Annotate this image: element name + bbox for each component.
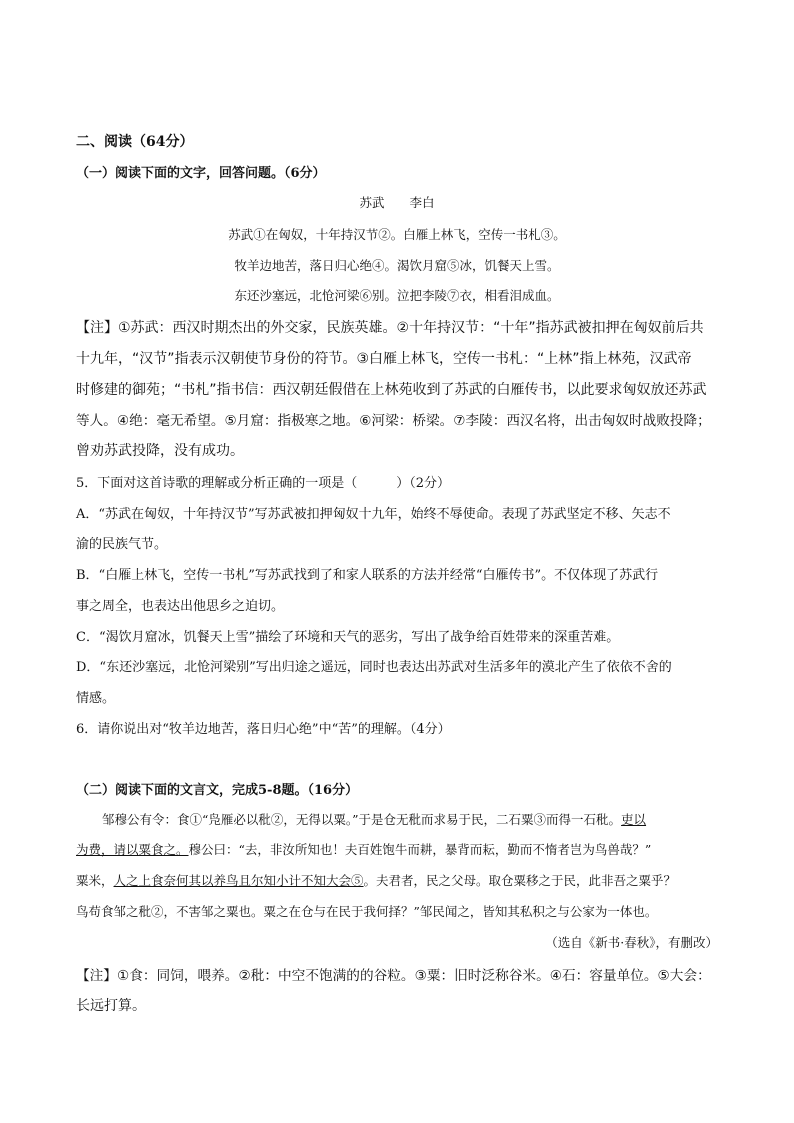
passage-source: （选自《新书·春秋》，有删改）: [545, 935, 718, 950]
part2-heading: （二）阅读下面的文言文，完成5-8题。（16分）: [76, 783, 359, 798]
q5-option-b-cont: 事之周全，也表达出他思乡之迫切。: [76, 599, 285, 614]
note-line: 【注】①食：同饲，喂养。②秕：中空不饱满的的谷粒。③粟：旧时泛称谷米。④石：容量单位。⑤大会：: [76, 968, 711, 984]
note-line: 【注】①苏武：西汉时期杰出的外交家，民族英雄。②十年持汉节：“十年”指苏武被扣押在匈奴前后共: [76, 320, 704, 336]
underlined-sentence: 为费，请以粟食之。: [76, 842, 189, 857]
poem-line-2: 牧羊边地苦，落日归心绝④。渴饮月窟⑤冰，饥餐天上雪。: [234, 258, 560, 273]
poem-line-1: 苏武①在匈奴，十年持汉节②。白雁上林飞，空传一书札③。: [228, 227, 566, 242]
underlined-sentence: 吏以: [621, 812, 647, 827]
q5-option-d: D．“东还沙塞远，北怆河梁别”写出归途之遥远，同时也表达出苏武对生活多年的漠北产生了依依不舍的: [76, 660, 672, 675]
passage-line-2: [76, 840, 651, 858]
note-line: 十九年，“汉节”指表示汉朝使节身份的符节。③白雁上林飞，空传一书札：“上林”指上林苑，汉武帝: [76, 351, 692, 367]
passage-text: 。夫君者，民之父母。取仓粟移之于民，此非吾之粟乎？: [363, 873, 677, 888]
q5-option-d-cont: 情感。: [76, 691, 116, 706]
poem-line-3: 东还沙塞远，北怆河梁⑥别。泣把李陵⑦衣，相看泪成血。: [234, 288, 560, 303]
q5-option-b: B．“白雁上林飞，空传一书札”写苏武找到了和家人联系的方法并经常“白雁传书”。不仅体现了苏武行: [76, 568, 659, 583]
underlined-sentence: 人之上食奈何其以养鸟且尔知小计不知大会⑤: [113, 873, 364, 888]
passage-text: 邹穆公有令：食①“凫雁必以秕②，无得以粟。”于是仓无秕而求易于民，二石粟③而得一石秕。: [102, 812, 622, 827]
q5-option-a: A．“苏武在匈奴，十年持汉节”写苏武被扣押匈奴十九年，始终不辱使命。表现了苏武坚定不移、矢志不: [76, 507, 671, 522]
poem-title: 苏武 李白: [359, 195, 435, 210]
q5-option-a-cont: 渝的民族气节。: [76, 537, 168, 552]
note-line: 长远打算。: [76, 998, 146, 1014]
note-line: 时修建的御苑；“书札”指书信：西汉朝廷假借在上林苑收到了苏武的白雁传书，以此要求匈奴放还苏武: [76, 382, 707, 398]
passage-text: 穆公曰：“去，非汝所知也！夫百姓饱牛而耕，暴背而耘，勤而不惰者岂为鸟兽哉？”: [188, 842, 652, 857]
q5-option-c: C．“渴饮月窟冰，饥餐天上雪”描绘了环境和天气的恶劣，写出了战争给百姓带来的深重苦难。: [76, 630, 620, 645]
question-6-stem: 6．请你说出对“牧羊边地苦，落日归心绝”中“苦”的理解。（4分）: [76, 722, 451, 737]
note-line: 等人。④绝：毫无希望。⑤月窟：指极寒之地。⑥河梁：桥梁。⑦李陵：西汉名将，出击匈奴时战败投降；: [76, 413, 711, 429]
passage-line-1: [102, 810, 646, 828]
part1-heading: （一）阅读下面的文字，回答问题。（6分）: [76, 166, 326, 181]
note-line: 曾劝苏武投降，没有成功。: [76, 443, 244, 459]
question-5-stem: 5．下面对这首诗歌的理解或分析正确的一项是（ ）（2分）: [76, 476, 451, 491]
passage-line-3: [76, 871, 676, 889]
passage-text: 粟米，: [76, 873, 114, 888]
section-heading: 二、阅读（64分）: [76, 134, 194, 150]
passage-line-4: 鸟苟食邹之秕②，不害邹之粟也。粟之在仓与在民于我何择？”邹民闻之，皆知其私积之与公家为一体也。: [76, 904, 658, 919]
